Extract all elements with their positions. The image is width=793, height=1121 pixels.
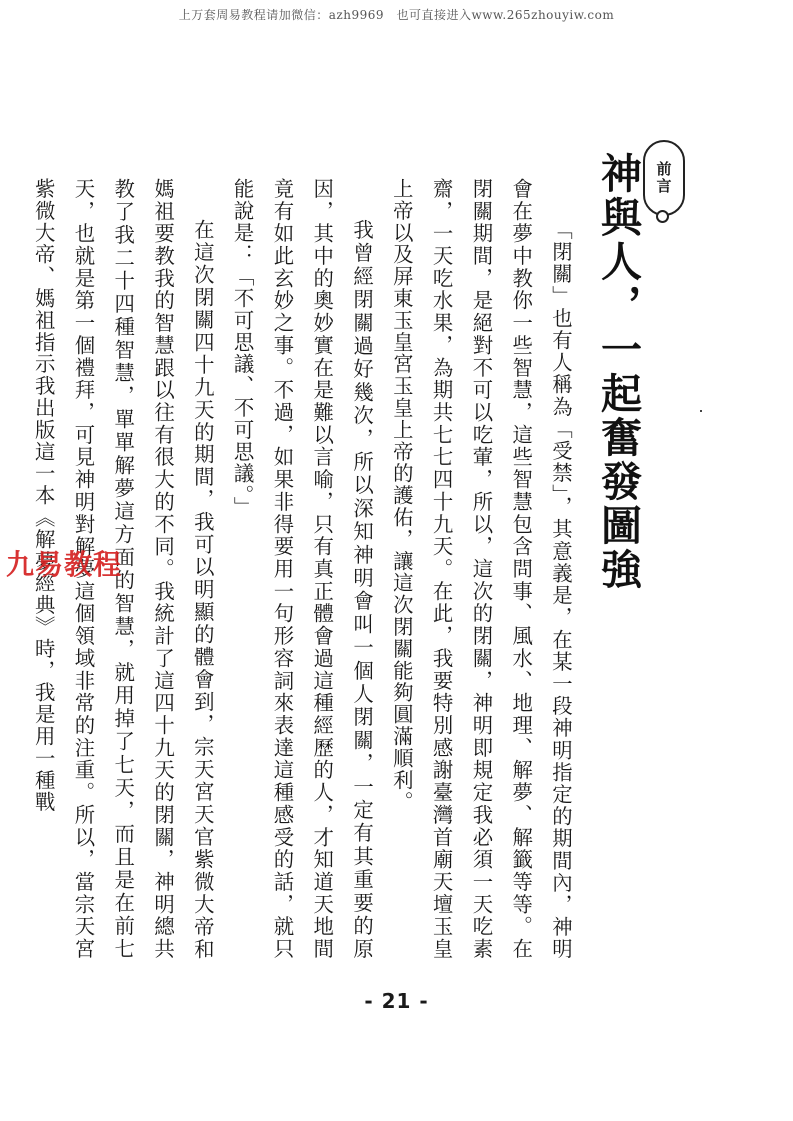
watermark: 九易教程 (6, 548, 123, 581)
top-banner: 上万套周易教程请加微信：azh9969 也可直接进入www.265zhouyiw.com (178, 8, 615, 22)
section-badge-label: 前言 (654, 161, 673, 195)
chapter-title: 神與人，一起奮發圖強 (594, 152, 642, 592)
page-number: - 21 - (364, 989, 429, 1013)
badge-bubble-tail (656, 210, 669, 223)
paragraph-2: 我曾經閉關過好幾次，所以深知神明會叫一個人閉關，一定有其重要的原因，其中的奧妙實在是難以言喻，只有真正體會過這種經歷的人，才知道天地間竟有如此玄妙之事。不過，如果非得要用一句形容詞來表達這種感受的話，就只能說是：「不可思議、不可思議。」 (230, 178, 375, 960)
stray-dot (700, 410, 702, 412)
paragraph-3: 在這次閉關四十九天的期間，我可以明顯的體會到，宗天宮天官紫微大帝和媽祖要教我的智慧跟以往有很大的不同。我統計了這四十九天的閉關，神明總共教了我二十四種智慧，單單解夢這方面的智慧，就用掉了七天，而且是在前七天，也就是第一個禮拜，可見神明對解夢這個領域非常的注重。所以，當宗天宮紫微大帝、媽祖指示我出版這一本《解夢經典》時，我是用一種戰 (31, 178, 215, 960)
paragraph-1: 「閉關」也有人稱為「受禁」，其意義是，在某一段神明指定的期間內，神明會在夢中教你一些智慧，這些智慧包含問事、風水、地理、解夢、解籤等等。在閉關期間，是絕對不可以吃葷，所以，這次的閉關，神明即規定我必須一天吃素齋，一天吃水果，為期共七七四十九天。在此，我要特別感謝臺灣首廟天壇玉皇上帝以及屏東玉皇宮玉皇上帝的護佑，讓這次閉關能夠圓滿順利。 (389, 178, 573, 960)
section-badge (643, 140, 685, 216)
